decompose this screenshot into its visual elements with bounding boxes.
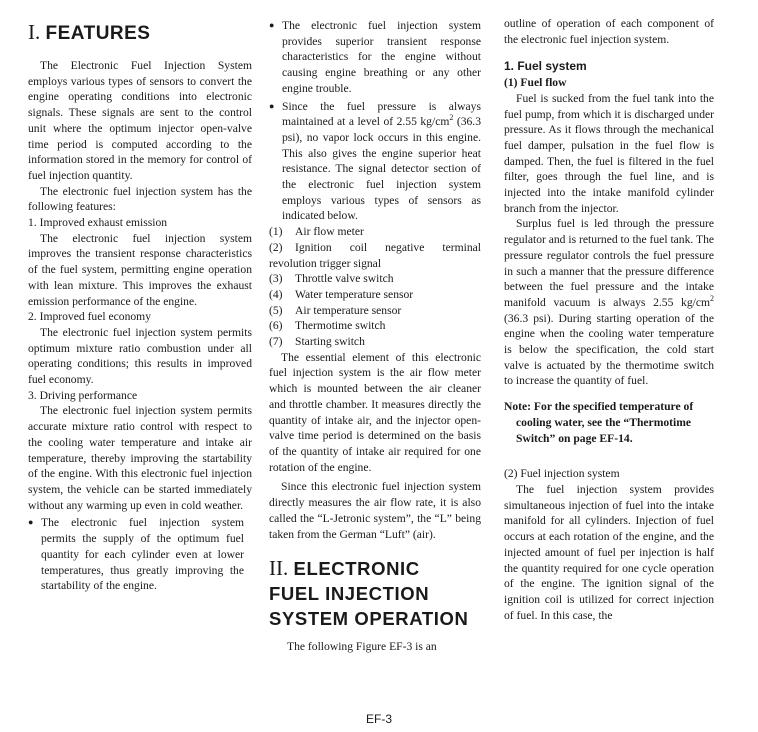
section-2-heading bbox=[269, 556, 481, 631]
section-2-title-line-2: FUEL INJECTION bbox=[269, 583, 430, 605]
feature-1-label: 1. Improved exhaust emission bbox=[28, 216, 168, 230]
bullet-3-text-a: Since the fuel pressure is always maintained at a level of 2.55 kg/cm bbox=[282, 99, 481, 129]
surplus-fuel-paragraph bbox=[504, 216, 714, 389]
surplus-text-b: (36.3 psi). During starting operation of the engine when the cooling water temperature is below the specification, the cold start valve is actuated by the thermotime switch to increase the quantity of fuel. bbox=[504, 311, 714, 388]
sensor-label: Ignition coil negative terminal revolution trigger signal bbox=[269, 240, 481, 270]
feature-1-text: The electronic fuel injection system improves the transient response characteristics of the fuel system, permitting engine operation with lean mixture. This improves the exhaust emission performance of the engine. bbox=[28, 231, 252, 308]
sensor-number: (3) bbox=[269, 272, 283, 286]
sensor-label: Air flow meter bbox=[295, 225, 364, 239]
sensor-item bbox=[269, 224, 481, 240]
sensor-item bbox=[269, 240, 481, 271]
column-3 bbox=[504, 16, 714, 623]
fuel-injection-paragraph: The fuel injection system provides simultaneous injection of fuel into the intake manifold for all cylinders. Injection of fuel occurs at each rotation of the engine, and the injected amount of fuel per injection is half the quantity required for one cycle operation of the engine. The ignition signal of the ignition coil is utilized for correct injection of fuel. In this case, the bbox=[504, 482, 714, 622]
feature-3-label: 3. Driving performance bbox=[28, 388, 138, 402]
bullet-3-text-b: (36.3 psi), no vapor lock occurs in this engine. This also gives the engine superior heat resistance. The signal detector section of the electronic fuel injection system employs various types of sensors as indicated below. bbox=[282, 115, 481, 223]
sensor-label: Thermotime switch bbox=[295, 319, 386, 333]
sensor-item bbox=[269, 318, 481, 334]
note-thermotime: Note: For the specified temperature of cooling water, see the “Thermotime Switch” on page EF-14. bbox=[504, 400, 694, 445]
sensor-number: (7) bbox=[269, 335, 283, 349]
sensor-number: (6) bbox=[269, 319, 283, 333]
features-lead: The electronic fuel injection system has the following features: bbox=[28, 184, 252, 214]
column-1 bbox=[28, 18, 252, 594]
sensor-item bbox=[269, 303, 481, 319]
section-2-title-line-3: SYSTEM OPERATION bbox=[269, 608, 469, 630]
fuel-injection-heading: (2) Fuel injection system bbox=[504, 467, 620, 481]
sensor-item bbox=[269, 287, 481, 303]
sensor-label: Water temperature sensor bbox=[295, 287, 414, 301]
l-jetronic-paragraph: Since this electronic fuel injection system directly measures the air flow rate, it is also called the “L-Jetronic system”, the “L” being taken from the German “Luft” (air). bbox=[269, 480, 481, 541]
section-1-heading bbox=[28, 18, 252, 48]
sensor-label: Air temperature sensor bbox=[295, 303, 402, 317]
sensor-number: (4) bbox=[269, 287, 283, 301]
sensor-item bbox=[269, 334, 481, 350]
sensor-item bbox=[269, 271, 481, 287]
surplus-text-a: Surplus fuel is led through the pressure regulator and is returned to the fuel tank. The pressure regulator controls the fuel pressure in such a manner that the pressure difference between the fuel pressure and the intake manifold vacuum is always 2.55 kg/cm bbox=[504, 217, 715, 309]
section-1-intro: The Electronic Fuel Injection System employs various types of sensors to convert the engine operating conditions into electronic signals. These signals are sent to the control unit where the optimum injector open-valve time period is computed according to the information stored in the memory for control of fuel injection quantity. bbox=[28, 59, 252, 182]
intro-continuation-spacer: outline of operation of each component of the electronic fuel injection system. bbox=[504, 17, 714, 46]
fuel-flow-heading: (1) Fuel flow bbox=[504, 76, 567, 90]
section-1-title: FEATURES bbox=[45, 23, 151, 44]
bullet-2: ● The electronic fuel injection system provides superior transient response characteristics for the engine without causing engine breathing or any other engine trouble. bbox=[269, 18, 481, 97]
fuel-flow-paragraph: Fuel is sucked from the fuel tank into the fuel pump, from which it is discharged under pressure. As it flows through the mechanical fuel damper, pulsation in the fuel flow is damped. Then, the fuel is filtered in the fuel filter, goes through the fuel line, and is injected into the intake manifold cylinder branch from the injector. bbox=[504, 91, 714, 215]
page-number: EF-3 bbox=[366, 712, 393, 726]
sensor-number: (5) bbox=[269, 303, 283, 317]
bullet-3 bbox=[269, 99, 481, 225]
bullet-3-sup: 2 bbox=[449, 113, 454, 123]
sensor-number: (1) bbox=[269, 225, 283, 239]
sensor-label: Starting switch bbox=[295, 335, 365, 349]
sensor-number: (2) bbox=[269, 240, 283, 254]
sensor-label: Throttle valve switch bbox=[295, 272, 394, 286]
feature-2-label: 2. Improved fuel economy bbox=[28, 310, 151, 324]
section-1-number: I. bbox=[28, 20, 41, 44]
surplus-sup: 2 bbox=[710, 294, 714, 304]
feature-2-text: The electronic fuel injection system permits optimum mixture ratio combustion under all operating conditions; this results in improved fuel economy. bbox=[28, 325, 252, 387]
sensor-list bbox=[269, 224, 481, 350]
feature-3-text: The electronic fuel injection system permits accurate mixture ratio control with respect to the cooling water temperature and intake air temperature, thereby improving the startability of the engine. With this electronic fuel injection system, the vehicle can be started immediately without any warming up even in cold weather. bbox=[28, 404, 252, 512]
column-2 bbox=[269, 16, 481, 655]
essential-element-paragraph: The essential element of this electronic fuel injection system is the air flow meter which is mounted between the air cleaner and throttle chamber. It measures directly the quantity of intake air, and the injector open-valve time period is determined on the basis of the quantity of intake air required for one rotation of the engine. bbox=[269, 350, 481, 474]
bullet-1: ● The electronic fuel injection system permits the supply of the optimum fuel quantity for each cylinder even at lower temperatures, thus greatly improving the startability of the engine. bbox=[28, 515, 252, 594]
section-2-title-line-1: ELECTRONIC bbox=[293, 558, 420, 580]
section-2-intro: The following Figure EF-3 is an bbox=[287, 640, 437, 654]
fuel-system-heading: 1. Fuel system bbox=[504, 59, 587, 74]
section-2-number: II. bbox=[269, 556, 289, 581]
